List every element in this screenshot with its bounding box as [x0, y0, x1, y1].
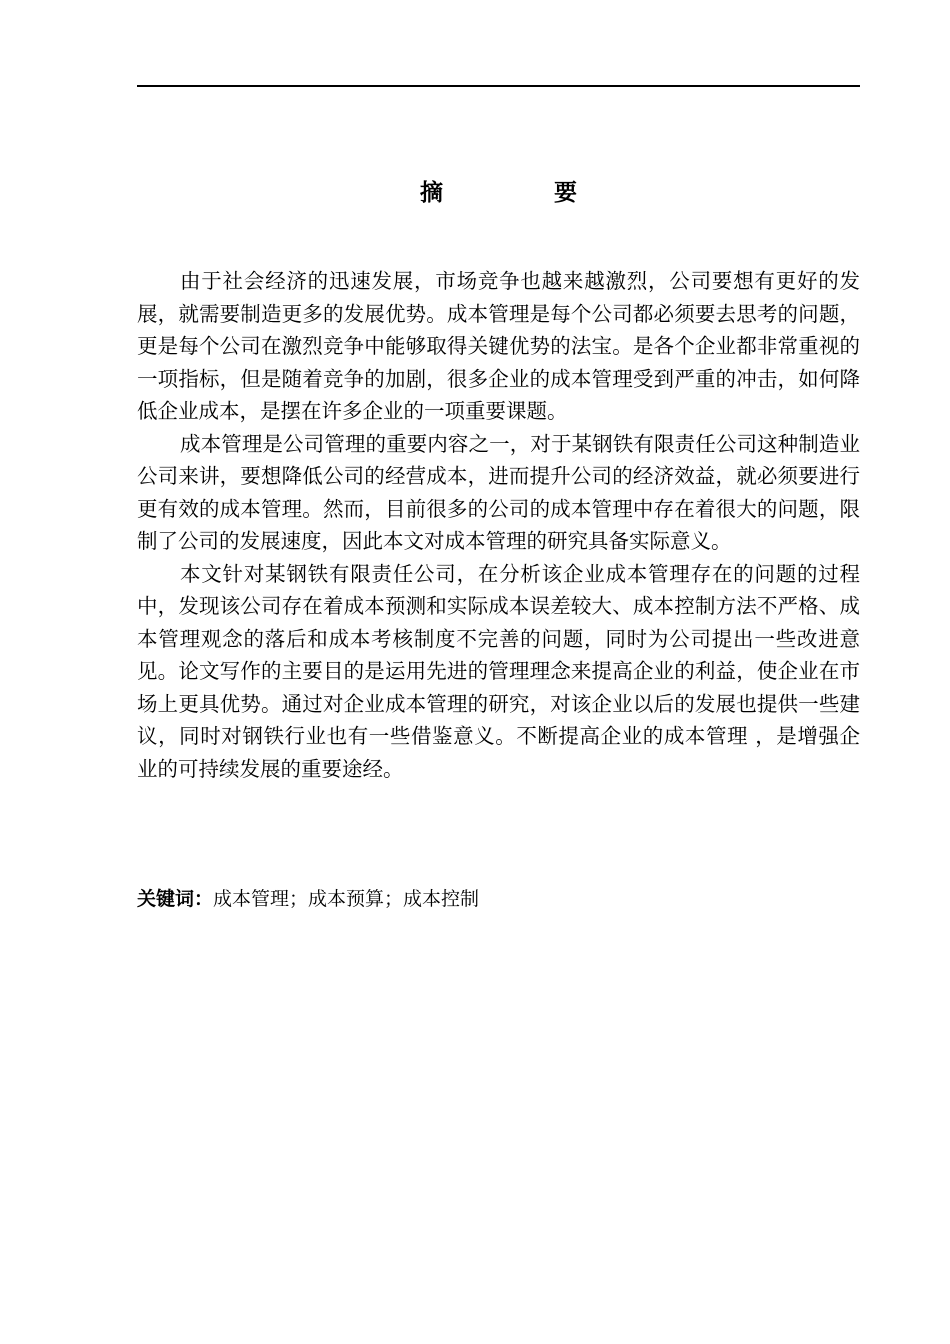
keywords-label: 关键词：: [137, 888, 214, 910]
keywords-line: [137, 884, 860, 914]
abstract-paragraph-1: 由于社会经济的迅速发展，市场竞争也越来越激烈，公司要想有更好的发展，就需要制造更多的发展优势。成本管理是每个公司都必须要去思考的问题，更是每个公司在激烈竞争中能够取得关键优势的法宝。是各个企业都非常重视的一项指标，但是随着竞争的加剧，很多企业的成本管理受到严重的冲击，如何降低企业成本，是摆在许多企业的一项重要课题。: [137, 269, 860, 423]
keywords-value: 成本管理；成本预算；成本控制: [213, 888, 480, 910]
page-title: 摘 要: [420, 180, 621, 206]
abstract-paragraph-3: 本文针对某钢铁有限责任公司，在分析该企业成本管理存在的问题的过程中，发现该公司存在着成本预测和实际成本误差较大、成本控制方法不严格、成本管理观念的落后和成本考核制度不完善的问题，同时为公司提出一些改进意见。论文写作的主要目的是运用先进的管理理念来提高企业的利益，使企业在市场上更具优势。通过对企业成本管理的研究，对该企业以后的发展也提供一些建议，同时对钢铁行业也有一些借鉴意义。不断提高企业的成本管理 ，是增强企业的可持续发展的重要途经。: [137, 561, 860, 781]
abstract-paragraph-2: 成本管理是公司管理的重要内容之一，对于某钢铁有限责任公司这种制造业公司来讲，要想降低公司的经营成本，进而提升公司的经济效益，就必须要进行更有效的成本管理。然而，目前很多的公司的成本管理中存在着很大的问题，限制了公司的发展速度，因此本文对成本管理的研究具备实际意义。: [137, 431, 860, 553]
header-rule: [137, 85, 860, 87]
abstract-body: [137, 265, 860, 785]
